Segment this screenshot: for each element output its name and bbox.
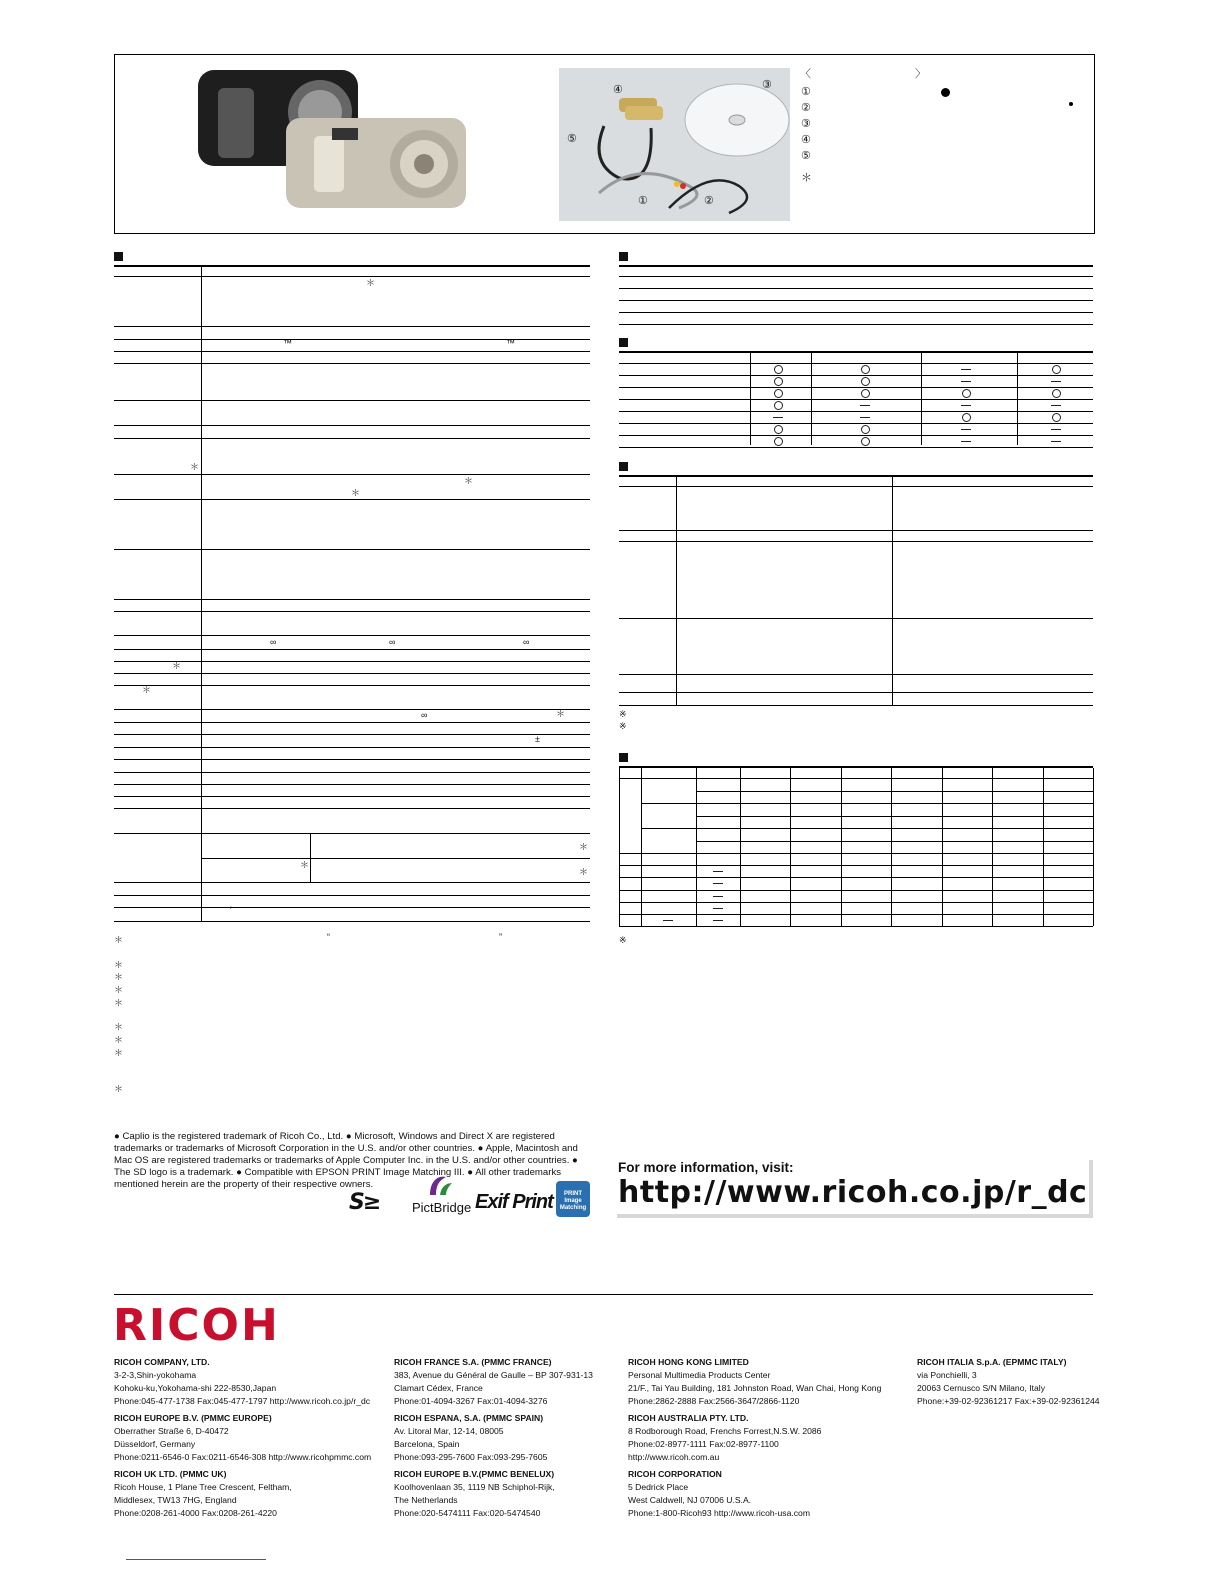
photo-label-2: ② bbox=[704, 195, 714, 207]
office-line: Clamart Cédex, France bbox=[394, 1383, 483, 1393]
note-mark: ※ bbox=[619, 709, 627, 719]
office-line: http://www.ricoh.com.au bbox=[628, 1452, 720, 1462]
compat-unsupported-mark bbox=[961, 405, 971, 406]
table1-row bbox=[619, 300, 1093, 301]
compat-unsupported-mark bbox=[961, 369, 971, 370]
accessory-num-2: ② bbox=[801, 102, 811, 114]
office-entry bbox=[628, 1412, 821, 1464]
compat-unsupported-mark bbox=[1051, 405, 1061, 406]
office-line: Av. Litoral Mar, 12-14, 08005 bbox=[394, 1426, 504, 1436]
table4-dash-mark bbox=[713, 920, 723, 921]
photo-label-5: ⑤ bbox=[567, 133, 577, 145]
office-line: Ricoh House, 1 Plane Tree Crescent, Feltham, bbox=[114, 1482, 292, 1492]
spec-row-line bbox=[114, 549, 590, 550]
compat-supported-mark bbox=[774, 377, 783, 386]
office-line: The Netherlands bbox=[394, 1495, 458, 1505]
sd-logo: S≥ bbox=[349, 1190, 380, 1215]
table4-row-line bbox=[641, 828, 1093, 829]
footnote-asterisk: ＊ bbox=[114, 1022, 124, 1032]
table3-row bbox=[619, 618, 1093, 619]
table4-row-line bbox=[641, 803, 1093, 804]
office-line: Phone:2862-2888 Fax:2566-3647/2866-1120 bbox=[628, 1396, 800, 1406]
accessory-bracket-close: 〉 bbox=[915, 68, 926, 80]
office-entry bbox=[114, 1356, 370, 1408]
bullet-dot bbox=[941, 88, 950, 97]
compat-unsupported-mark bbox=[1051, 429, 1061, 430]
spec-asterisk: ＊ bbox=[366, 278, 376, 288]
office-entry bbox=[394, 1412, 547, 1464]
office-entry bbox=[114, 1468, 292, 1520]
section-marker-4 bbox=[619, 753, 628, 762]
strap bbox=[599, 126, 651, 179]
table4-dash-mark bbox=[713, 883, 723, 884]
table4-dash-mark bbox=[713, 908, 723, 909]
table4-row-line bbox=[619, 902, 1093, 903]
office-line: Oberrather Straße 6, D-40472 bbox=[114, 1426, 229, 1436]
office-line: West Caldwell, NJ 07006 U.S.A. bbox=[628, 1495, 752, 1505]
office-line: Barcelona, Spain bbox=[394, 1439, 460, 1449]
office-line: Phone:045-477-1738 Fax:045-477-1797 http://www.ricoh.co.jp/r_dc bbox=[114, 1396, 371, 1406]
compat-row-line bbox=[619, 447, 1093, 448]
office-line: Phone:093-295-7600 Fax:093-295-7605 bbox=[394, 1452, 548, 1462]
compat-supported-mark bbox=[861, 437, 870, 446]
pictbridge-icon bbox=[424, 1173, 454, 1197]
camera-photo bbox=[192, 64, 482, 216]
office-line: Kohoku-ku,Yokohama-shi 222-8530,Japan bbox=[114, 1383, 277, 1393]
spec-row-line bbox=[114, 772, 590, 773]
spec-row-line bbox=[114, 425, 590, 426]
office-line: Koolhovenlaan 35, 1119 NB Schiphol-Rijk, bbox=[394, 1482, 555, 1492]
compat-supported-mark bbox=[861, 377, 870, 386]
office-line: Middlesex, TW13 7HG, England bbox=[114, 1495, 237, 1505]
spec-asterisk: ＊ bbox=[464, 476, 474, 486]
table3-bottom bbox=[619, 705, 1093, 706]
office-name: RICOH HONG KONG LIMITED bbox=[628, 1357, 749, 1367]
office-name: RICOH EUROPE B.V. (PMMC EUROPE) bbox=[114, 1413, 272, 1423]
spec-asterisk: ＊ bbox=[579, 867, 589, 877]
spec-row-line bbox=[114, 921, 590, 922]
office-line: Phone:1-800-Ricoh93 http://www.ricoh-usa.com bbox=[628, 1508, 810, 1518]
office-name: RICOH CORPORATION bbox=[628, 1469, 722, 1479]
spec-asterisk: ＊ bbox=[190, 462, 200, 472]
spec-table-divider bbox=[201, 267, 202, 921]
table3-row bbox=[619, 674, 1093, 675]
office-line: 5 Dedrick Place bbox=[628, 1482, 689, 1492]
spec-infinity-4: ∞ bbox=[421, 710, 428, 720]
spec-row-line bbox=[114, 895, 590, 896]
footnote-asterisk: ＊ bbox=[114, 1035, 124, 1045]
office-line: Phone:0208-261-4000 Fax:0208-261-4220 bbox=[114, 1508, 277, 1518]
office-line: Personal Multimedia Products Center bbox=[628, 1370, 771, 1380]
table4-row-line bbox=[696, 791, 1093, 792]
trademark-notice: ● Caplio is the registered trademark of Ricoh Co., Ltd. ● Microsoft, Windows and Direct X are registered trademarks or trademarks of Microsoft Corporation in the U.S. and/or other countries. ● Apple, Macintosh and Mac OS are registered trademarks or trademarks of Apple Computer Inc. in the U.S. and/or other countries. ● The SD logo is a trademark. ● Compatible with EPSON PRINT Image Matching III. ● All other trademarks mentioned herein are the property of their respective owners. bbox=[114, 1131, 578, 1190]
compat-row-line bbox=[619, 387, 1093, 388]
spec-row-line bbox=[114, 339, 590, 340]
spec-row-line bbox=[114, 363, 590, 364]
more-info-box bbox=[613, 1156, 1089, 1214]
accessory-num-3: ③ bbox=[801, 118, 811, 130]
table3-col bbox=[676, 477, 677, 705]
compat-unsupported-mark bbox=[1051, 381, 1061, 382]
photo-label-4: ④ bbox=[613, 84, 623, 96]
compat-supported-mark bbox=[774, 389, 783, 398]
spec-row-line bbox=[114, 661, 590, 662]
footnote-asterisk: ＊ bbox=[114, 1048, 124, 1058]
office-entry bbox=[394, 1356, 593, 1408]
spec-row-line bbox=[114, 722, 590, 723]
section-marker-3 bbox=[619, 462, 628, 471]
spec-row-line bbox=[114, 882, 590, 883]
small-dot bbox=[1069, 102, 1073, 106]
spec-row-line bbox=[114, 759, 590, 760]
compat-row-line bbox=[619, 423, 1093, 424]
table1-bottom bbox=[619, 324, 1093, 325]
office-name: RICOH ITALIA S.p.A. (EPMMC ITALY) bbox=[917, 1357, 1067, 1367]
compat-row-line bbox=[619, 375, 1093, 376]
table4-dash-mark bbox=[713, 896, 723, 897]
compat-supported-mark bbox=[861, 389, 870, 398]
spec-row-line bbox=[114, 649, 590, 650]
footnote-quote-open: “ bbox=[327, 932, 330, 942]
print-image-matching-logo bbox=[556, 1181, 590, 1217]
spec-row-line bbox=[114, 808, 590, 809]
ricoh-logo: RICOH bbox=[113, 1300, 280, 1351]
compat-row-line bbox=[619, 411, 1093, 412]
footnote-asterisk: ＊ bbox=[114, 972, 124, 982]
note-mark: ※ bbox=[619, 935, 627, 945]
compat-row-line bbox=[619, 399, 1093, 400]
section-marker-1 bbox=[619, 252, 628, 261]
office-line: 383, Avenue du Général de Gaulle – BP 307-931-13 bbox=[394, 1370, 593, 1380]
compat-supported-mark bbox=[861, 425, 870, 434]
office-line: 20063 Cernusco S/N Milano, Italy bbox=[917, 1383, 1046, 1393]
spec-prime: ′ bbox=[230, 905, 232, 915]
spec-row-line bbox=[114, 611, 590, 612]
table4-row-line bbox=[619, 853, 1093, 854]
office-line: Düsseldorf, Germany bbox=[114, 1439, 196, 1449]
exif-print-logo: Exif Print bbox=[475, 1191, 553, 1213]
spec-asterisk: ＊ bbox=[172, 661, 182, 671]
office-line: via Ponchielli, 3 bbox=[917, 1370, 977, 1380]
more-info-lead: For more information, visit: bbox=[618, 1160, 794, 1175]
office-name: RICOH AUSTRALIA PTY. LTD. bbox=[628, 1413, 749, 1423]
office-entry bbox=[114, 1412, 371, 1464]
table3-row bbox=[619, 692, 1093, 693]
accessories-drawing bbox=[559, 68, 790, 221]
office-entry bbox=[628, 1356, 881, 1408]
compat-supported-mark bbox=[774, 365, 783, 374]
compat-row-line bbox=[619, 363, 1093, 364]
spec-row-line bbox=[114, 747, 590, 748]
spec-row-line bbox=[114, 599, 590, 600]
compat-supported-mark bbox=[1052, 413, 1061, 422]
spec-row-line bbox=[114, 796, 590, 797]
spec-tm-2: ™ bbox=[506, 338, 515, 348]
table4-row-line bbox=[696, 816, 1093, 817]
compat-supported-mark bbox=[774, 425, 783, 434]
footnote-quote-close: ” bbox=[499, 932, 502, 942]
compat-unsupported-mark bbox=[961, 441, 971, 442]
spec-asterisk: ＊ bbox=[351, 488, 361, 498]
table4-row-line bbox=[619, 890, 1093, 891]
table1-row bbox=[619, 312, 1093, 313]
spec-row-line bbox=[114, 400, 590, 401]
table4-dash-mark bbox=[713, 871, 723, 872]
spec-asterisk: ＊ bbox=[300, 860, 310, 870]
spec-row-line bbox=[114, 635, 590, 636]
office-line: 8 Rodborough Road, Frenchs Forrest,N.S.W. 2086 bbox=[628, 1426, 822, 1436]
compat-supported-mark bbox=[774, 437, 783, 446]
table4-top bbox=[619, 766, 1093, 768]
office-entry bbox=[394, 1468, 555, 1520]
spec-plus-minus: ± bbox=[535, 734, 540, 744]
usb-cable bbox=[599, 174, 697, 208]
office-line: Phone:02-8977-1111 Fax:02-8977-1100 bbox=[628, 1439, 779, 1449]
spec-tm-1: ™ bbox=[283, 338, 292, 348]
section-marker-2 bbox=[619, 338, 628, 347]
office-entry bbox=[628, 1468, 810, 1520]
table3-col bbox=[892, 477, 893, 705]
spec-section-marker bbox=[114, 252, 123, 261]
spec-row-line bbox=[114, 326, 590, 327]
spec-row-line bbox=[114, 907, 590, 908]
pictbridge-logo: PictBridge bbox=[412, 1200, 472, 1215]
accessory-num-4: ④ bbox=[801, 134, 811, 146]
office-name: RICOH FRANCE S.A. (PMMC FRANCE) bbox=[394, 1357, 552, 1367]
footnote-asterisk: ＊ bbox=[114, 998, 124, 1008]
spec-infinity-3: ∞ bbox=[523, 637, 530, 647]
footnote-asterisk: ＊ bbox=[114, 985, 124, 995]
compat-unsupported-mark bbox=[1051, 441, 1061, 442]
spec-row-line bbox=[114, 734, 590, 735]
table3-row bbox=[619, 541, 1093, 542]
spec-asterisk: ＊ bbox=[579, 842, 589, 852]
footnote-asterisk: ＊ bbox=[114, 960, 124, 970]
office-line: Phone:01-4094-3267 Fax:01-4094-3276 bbox=[394, 1396, 548, 1406]
spec-row-line bbox=[114, 276, 590, 277]
more-info-url[interactable]: http://www.ricoh.co.jp/r_dc bbox=[618, 1175, 1088, 1210]
compat-unsupported-mark bbox=[860, 405, 870, 406]
compat-supported-mark bbox=[962, 413, 971, 422]
table3-row bbox=[619, 486, 1093, 487]
table4-row-line bbox=[619, 778, 1093, 779]
table4-col-line bbox=[1093, 768, 1094, 926]
table4-row-line bbox=[619, 914, 1093, 915]
compat-supported-mark bbox=[774, 401, 783, 410]
spec-row-line bbox=[114, 438, 590, 439]
photo-label-3: ③ bbox=[762, 79, 772, 91]
office-line: Phone:0211-6546-0 Fax:0211-6546-308 http://www.ricohpmmc.com bbox=[114, 1452, 372, 1462]
table4-row-line bbox=[619, 877, 1093, 878]
pim-line-3: Matching bbox=[559, 1205, 587, 1211]
table1-row bbox=[619, 276, 1093, 277]
footnote-asterisk: ＊ bbox=[114, 1084, 124, 1094]
compat-supported-mark bbox=[1052, 389, 1061, 398]
table3-row bbox=[619, 530, 1093, 531]
spec-asterisk: ＊ bbox=[556, 709, 566, 719]
office-line: 3-2-3,Shin-yokohama bbox=[114, 1370, 197, 1380]
footer-rule bbox=[114, 1294, 1093, 1295]
table4-row-line bbox=[619, 865, 1093, 866]
table4-row-line bbox=[619, 926, 1093, 927]
spec-row-line bbox=[114, 709, 590, 710]
pim-line-2: Image bbox=[564, 1198, 582, 1204]
table1-top bbox=[619, 265, 1093, 267]
note-mark: ※ bbox=[619, 721, 627, 731]
table3-top bbox=[619, 475, 1093, 477]
office-name: RICOH EUROPE B.V.(PMMC BENELUX) bbox=[394, 1469, 555, 1479]
footnote-asterisk: ＊ bbox=[114, 935, 124, 945]
compat-row-line bbox=[619, 435, 1093, 436]
office-name: RICOH COMPANY, LTD. bbox=[114, 1357, 210, 1367]
office-line: Phone:+39-02-92361217 Fax:+39-02-92361244 bbox=[917, 1396, 1100, 1406]
spec-row-line bbox=[114, 833, 590, 834]
accessory-asterisk: ＊ bbox=[801, 172, 812, 184]
spec-table-top bbox=[114, 265, 590, 267]
spec-row-line bbox=[114, 351, 590, 352]
compat-top bbox=[619, 351, 1093, 353]
compat-supported-mark bbox=[962, 389, 971, 398]
photo-label-1: ① bbox=[638, 195, 648, 207]
pim-line-1: PRINT bbox=[564, 1191, 582, 1197]
accessory-bracket-open: 〈 bbox=[800, 68, 811, 80]
spec-asterisk: ＊ bbox=[142, 685, 152, 695]
spec-row-line bbox=[114, 499, 590, 500]
spec-infinity-2: ∞ bbox=[389, 637, 396, 647]
compat-unsupported-mark bbox=[961, 429, 971, 430]
spec-row-line bbox=[201, 858, 590, 859]
accessory-num-1: ① bbox=[801, 86, 811, 98]
spec-row-line bbox=[114, 673, 590, 674]
office-name: RICOH UK LTD. (PMMC UK) bbox=[114, 1469, 227, 1479]
spec-row-line bbox=[114, 784, 590, 785]
compat-unsupported-mark bbox=[773, 417, 783, 418]
spec-row-line bbox=[114, 685, 590, 686]
bottom-link-underline bbox=[126, 1559, 266, 1560]
accessory-num-5: ⑤ bbox=[801, 150, 811, 162]
compat-unsupported-mark bbox=[860, 417, 870, 418]
office-line: 21/F., Tai Yau Building, 181 Johnston Road, Wan Chai, Hong Kong bbox=[628, 1383, 882, 1393]
spec-row-line bbox=[114, 474, 590, 475]
office-entry bbox=[917, 1356, 1100, 1408]
table1-row bbox=[619, 288, 1093, 289]
compat-supported-mark bbox=[1052, 365, 1061, 374]
spec-infinity-1: ∞ bbox=[270, 637, 277, 647]
office-name: RICOH ESPANA, S.A. (PMMC SPAIN) bbox=[394, 1413, 544, 1423]
office-line: Phone:020-5474111 Fax:020-5474540 bbox=[394, 1508, 541, 1518]
table4-dash-mark bbox=[663, 920, 673, 921]
table4-row-line bbox=[696, 841, 1093, 842]
compat-unsupported-mark bbox=[961, 381, 971, 382]
compat-supported-mark bbox=[861, 365, 870, 374]
